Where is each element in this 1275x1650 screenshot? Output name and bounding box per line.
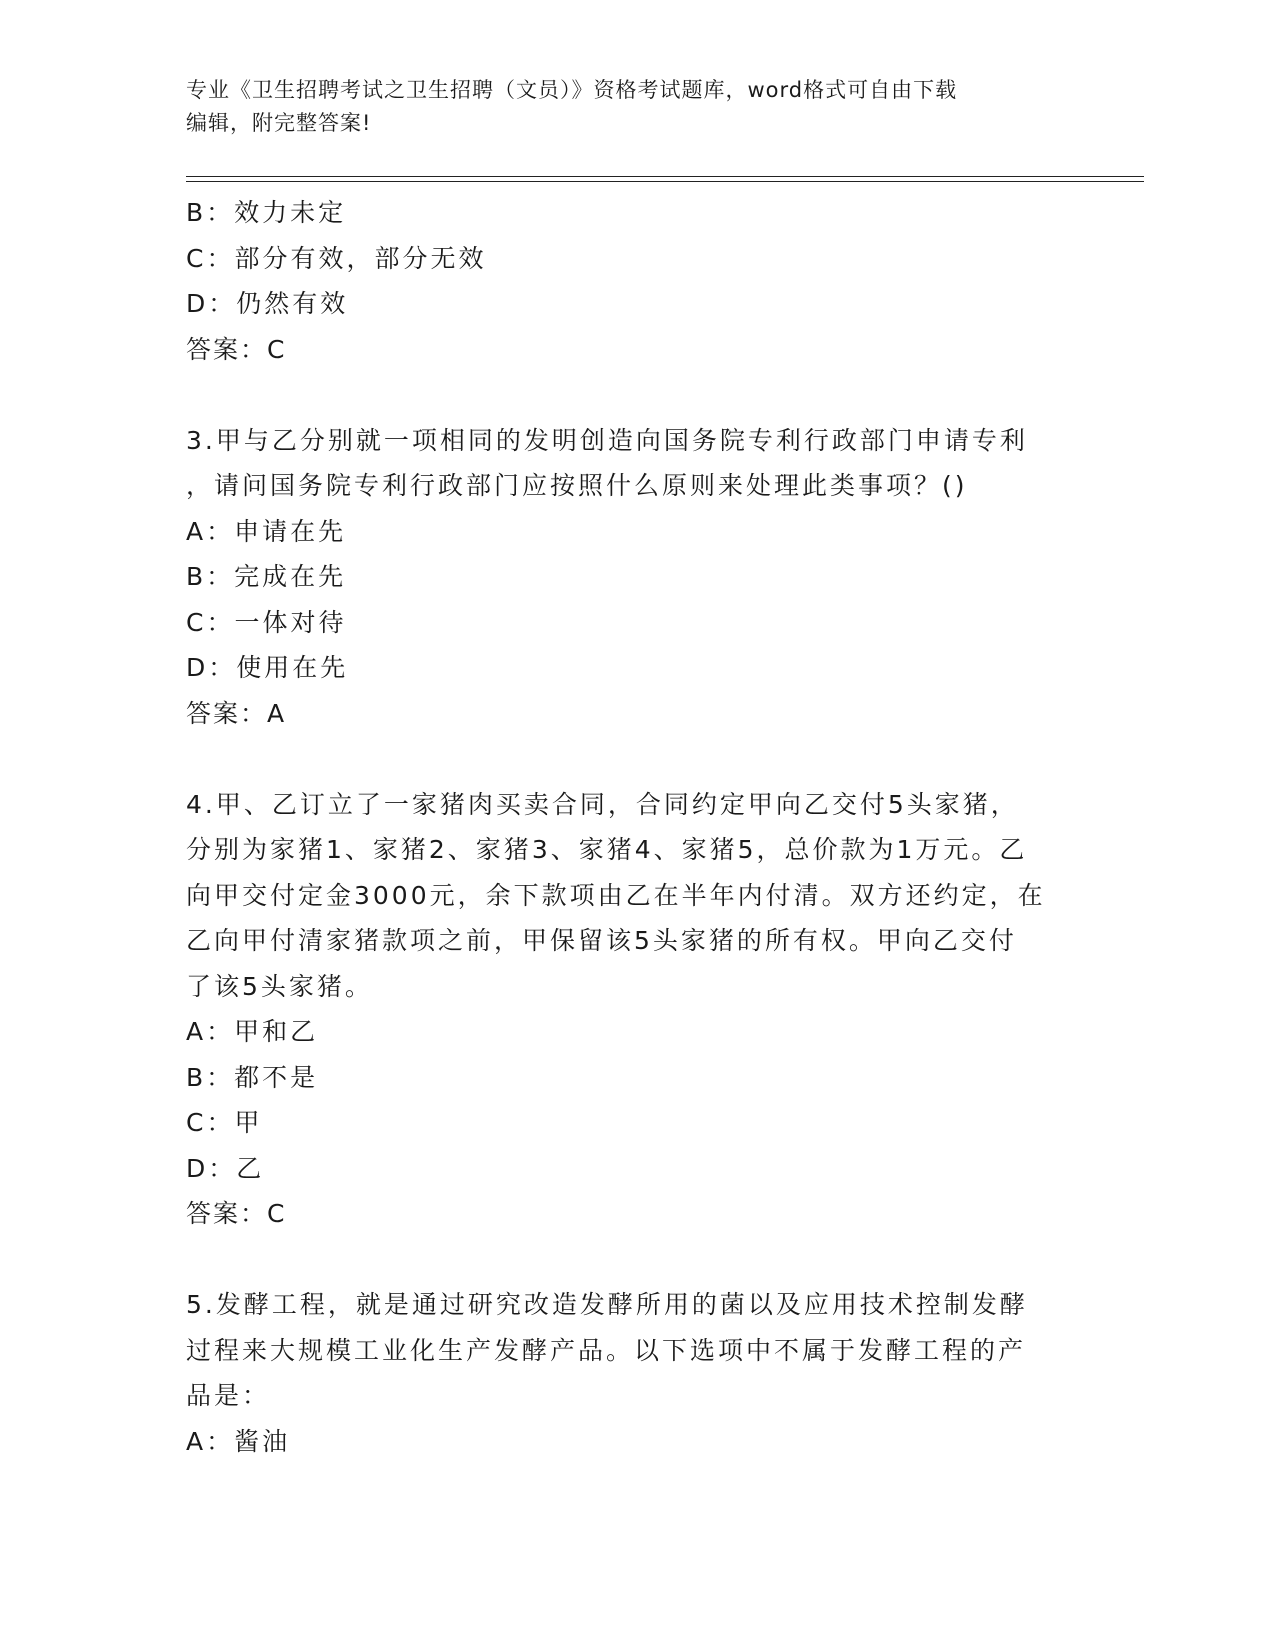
header-divider-bottom [186, 181, 1144, 182]
option-d: D：仍然有效 [186, 289, 349, 318]
question-stem-line: 向甲交付定金3000元，余下款项由乙在半年内付清。双方还约定，在 [186, 880, 1046, 910]
question-stem-line: 分别为家猪1、家猪2、家猪3、家猪4、家猪5，总价款为1万元。乙 [186, 835, 1028, 864]
option-a: A：申请在先 [186, 516, 347, 546]
question-stem-line: 5.发酵工程，就是通过研究改造发酵所用的菌以及应用技术控制发酵 [186, 1290, 1028, 1319]
option-b: B：完成在先 [186, 562, 347, 591]
question-stem-line: 3.甲与乙分别就一项相同的发明创造向国务院专利行政部门申请专利 [186, 425, 1028, 455]
header-divider-top [186, 176, 1144, 177]
document-header [186, 74, 1086, 140]
option-c: C：一体对待 [186, 607, 347, 637]
question-5 [186, 1282, 1086, 1464]
answer: 答案：C [186, 1199, 287, 1228]
question-4 [186, 782, 1086, 1237]
question-stem-line: 了该5头家猪。 [186, 971, 373, 1001]
option-d: D：使用在先 [186, 653, 349, 682]
option-a: A：酱油 [186, 1426, 291, 1456]
option-b: B：效力未定 [186, 198, 347, 227]
spacer [186, 1237, 1086, 1283]
answer: 答案：A [186, 698, 287, 728]
question-stem-line: 品是： [186, 1381, 271, 1410]
question-stem-line: ，请问国务院专利行政部门应按照什么原则来处理此类事项？() [186, 471, 968, 500]
question-stem-line: 乙向甲付清家猪款项之前，甲保留该5头家猪的所有权。甲向乙交付 [186, 926, 1017, 955]
option-c: C：部分有效，部分无效 [186, 243, 487, 273]
option-d: D：乙 [186, 1153, 265, 1183]
header-line-1: 专业《卫生招聘考试之卫生招聘（文员）》资格考试题库，word格式可自由下载 [186, 78, 958, 102]
question-stem-line: 过程来大规模工业化生产发酵产品。以下选项中不属于发酵工程的产 [186, 1335, 1027, 1365]
spacer [186, 736, 1086, 782]
option-a: A：甲和乙 [186, 1017, 319, 1046]
header-line-2: 编辑，附完整答案! [186, 111, 372, 135]
spacer [186, 372, 1086, 418]
option-c: C：甲 [186, 1108, 263, 1137]
answer: 答案：C [186, 334, 287, 364]
question-stem-line: 4.甲、乙订立了一家猪肉买卖合同，合同约定甲向乙交付5头家猪， [186, 789, 1019, 819]
option-b: B：都不是 [186, 1062, 319, 1092]
question-3 [186, 418, 1086, 737]
question-2-tail [186, 190, 1086, 372]
question-list [186, 190, 1086, 1464]
